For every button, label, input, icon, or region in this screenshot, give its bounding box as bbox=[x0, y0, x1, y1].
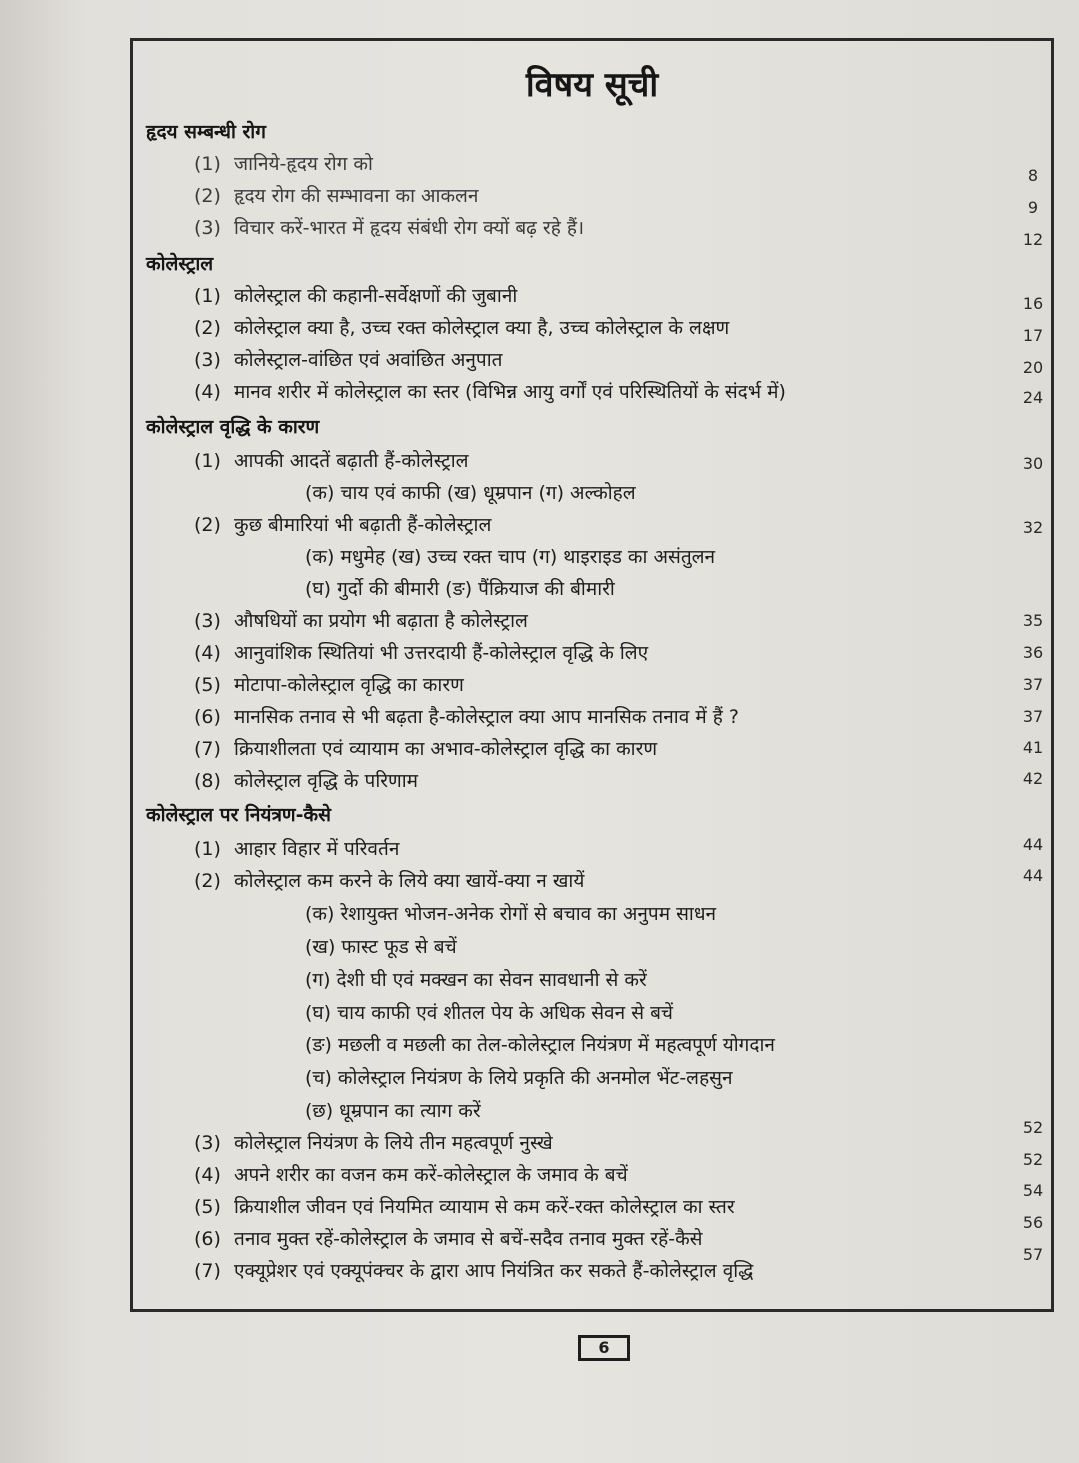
entry-page: 32 bbox=[1022, 518, 1044, 537]
entry-text: तनाव मुक्त रहें-कोलेस्ट्राल के जमाव से बचें-सदैव तनाव मुक्त रहें-कैसे bbox=[234, 1228, 703, 1250]
entry-page: 36 bbox=[1022, 643, 1044, 662]
entry-page: 56 bbox=[1022, 1213, 1044, 1232]
entry-text: मानसिक तनाव से भी बढ़ता है-कोलेस्ट्राल क्या आप मानसिक तनाव में हैं ? bbox=[234, 706, 739, 728]
entry-page: 16 bbox=[1022, 294, 1044, 313]
toc-entry bbox=[194, 346, 502, 372]
entry-text: क्रियाशील जीवन एवं नियमित व्यायाम से कम करें-रक्त कोलेस्ट्राल का स्तर bbox=[234, 1196, 735, 1218]
entry-number: (5) bbox=[194, 1196, 221, 1218]
entry-number: (3) bbox=[194, 349, 221, 371]
toc-entry bbox=[194, 735, 657, 761]
entry-page: 52 bbox=[1022, 1150, 1044, 1169]
entry-text: मानव शरीर में कोलेस्ट्राल का स्तर (विभिन्न आयु वर्गों एवं परिस्थितियों के संदर्भ में) bbox=[234, 381, 786, 403]
entry-number: (2) bbox=[194, 185, 221, 207]
toc-subentry: (घ) चाय काफी एवं शीतल पेय के अधिक सेवन से बचें bbox=[305, 1002, 673, 1024]
toc-entry bbox=[194, 1193, 735, 1219]
entry-text: जानिये-हृदय रोग को bbox=[234, 153, 373, 175]
entry-text: क्रियाशीलता एवं व्यायाम का अभाव-कोलेस्ट्राल वृद्धि का कारण bbox=[234, 738, 658, 760]
entry-page: 8 bbox=[1027, 166, 1039, 185]
toc-entry bbox=[194, 378, 786, 404]
toc-entry bbox=[194, 1257, 753, 1283]
page-number: 6 bbox=[578, 1335, 630, 1361]
entry-number: (1) bbox=[194, 838, 221, 860]
toc-subentry: (क) मधुमेह (ख) उच्च रक्त चाप (ग) थाइराइड का असंतुलन bbox=[305, 546, 716, 568]
entry-text: आपकी आदतें बढ़ाती हैं-कोलेस्ट्राल bbox=[234, 450, 469, 472]
entry-page: 9 bbox=[1027, 198, 1039, 217]
entry-text: विचार करें-भारत में हृदय संबंधी रोग क्यों बढ़ रहे हैं। bbox=[234, 217, 585, 239]
entry-number: (1) bbox=[194, 153, 221, 175]
entry-text: कोलेस्ट्राल नियंत्रण के लिये तीन महत्वपूर्ण नुस्खे bbox=[234, 1132, 553, 1154]
entry-number: (2) bbox=[194, 870, 221, 892]
toc-subentry: (ख) फास्ट फूड से बचें bbox=[305, 936, 457, 958]
entry-page: 12 bbox=[1022, 230, 1044, 249]
entry-page: 57 bbox=[1022, 1245, 1044, 1264]
entry-number: (2) bbox=[194, 514, 221, 536]
entry-page: 42 bbox=[1022, 769, 1044, 788]
toc-entry bbox=[194, 767, 418, 793]
toc-entry bbox=[194, 607, 528, 633]
entry-number: (4) bbox=[194, 642, 221, 664]
toc-subentry: (ग) देशी घी एवं मक्खन का सेवन सावधानी से करें bbox=[305, 969, 647, 991]
entry-text: कोलेस्ट्राल कम करने के लिये क्या खायें-क्या न खायें bbox=[234, 870, 585, 892]
entry-number: (6) bbox=[194, 1228, 221, 1250]
entry-number: (3) bbox=[194, 217, 221, 239]
entry-page: 52 bbox=[1022, 1118, 1044, 1137]
toc-entry bbox=[194, 1225, 703, 1251]
entry-number: (3) bbox=[194, 1132, 221, 1154]
toc-entry bbox=[194, 282, 517, 308]
entry-text: कोलेस्ट्राल-वांछित एवं अवांछित अनुपात bbox=[234, 349, 503, 371]
toc-entry bbox=[194, 182, 478, 208]
entry-number: (8) bbox=[194, 770, 221, 792]
toc-entry bbox=[194, 703, 739, 729]
toc-entry bbox=[194, 639, 648, 665]
entry-number: (7) bbox=[194, 1260, 221, 1282]
entry-number: (7) bbox=[194, 738, 221, 760]
entry-number: (1) bbox=[194, 285, 221, 307]
entry-number: (5) bbox=[194, 674, 221, 696]
toc-subentry: (छ) धूम्रपान का त्याग करें bbox=[305, 1100, 481, 1122]
entry-number: (4) bbox=[194, 1164, 221, 1186]
entry-text: कोलेस्ट्राल क्या है, उच्च रक्त कोलेस्ट्राल क्या है, उच्च कोलेस्ट्राल के लक्षण bbox=[234, 317, 730, 339]
entry-page: 54 bbox=[1022, 1181, 1044, 1200]
entry-number: (1) bbox=[194, 450, 221, 472]
toc-entry bbox=[194, 150, 373, 176]
entry-text: आहार विहार में परिवर्तन bbox=[234, 838, 400, 860]
toc-entry bbox=[194, 511, 491, 537]
entry-text: औषधियों का प्रयोग भी बढ़ाता है कोलेस्ट्राल bbox=[234, 610, 528, 632]
section-heading: कोलेस्ट्राल वृद्धि के कारण bbox=[146, 416, 320, 438]
entry-page: 30 bbox=[1022, 454, 1044, 473]
toc-subentry: (ङ) मछली व मछली का तेल-कोलेस्ट्राल नियंत्रण में महत्वपूर्ण योगदान bbox=[305, 1034, 775, 1056]
entry-text: आनुवांशिक स्थितियां भी उत्तरदायी हैं-कोलेस्ट्राल वृद्धि के लिए bbox=[234, 642, 649, 664]
entry-text: अपने शरीर का वजन कम करें-कोलेस्ट्राल के जमाव के बचें bbox=[234, 1164, 628, 1186]
entry-page: 37 bbox=[1022, 675, 1044, 694]
toc-entry bbox=[194, 1161, 628, 1187]
entry-text: हृदय रोग की सम्भावना का आकलन bbox=[234, 185, 479, 207]
toc-entry bbox=[194, 671, 464, 697]
entry-text: एक्यूप्रेशर एवं एक्यूपंक्चर के द्वारा आप नियंत्रित कर सकते हैं-कोलेस्ट्राल वृद्धि bbox=[234, 1260, 754, 1282]
entry-page: 44 bbox=[1022, 835, 1044, 854]
toc-entry bbox=[194, 214, 584, 240]
entry-number: (4) bbox=[194, 381, 221, 403]
toc-entry bbox=[194, 867, 584, 893]
toc-subentry: (घ) गुर्दो की बीमारी (ङ) पैंक्रियाज की बीमारी bbox=[305, 578, 615, 600]
entry-number: (2) bbox=[194, 317, 221, 339]
section-heading: कोलेस्ट्राल पर नियंत्रण-कैसे bbox=[146, 804, 331, 826]
toc-entry bbox=[194, 1129, 553, 1155]
entry-page: 20 bbox=[1022, 358, 1044, 377]
entry-text: कोलेस्ट्राल की कहानी-सर्वेक्षणों की जुबानी bbox=[234, 285, 518, 307]
entry-number: (3) bbox=[194, 610, 221, 632]
toc-entry bbox=[194, 447, 469, 473]
entry-page: 35 bbox=[1022, 611, 1044, 630]
entry-page: 44 bbox=[1022, 866, 1044, 885]
toc-subentry: (क) चाय एवं काफी (ख) धूम्रपान (ग) अल्कोहल bbox=[305, 482, 636, 504]
page-title: विषय सूची bbox=[525, 65, 659, 105]
section-heading: कोलेस्ट्राल bbox=[146, 253, 214, 275]
toc-subentry: (च) कोलेस्ट्राल नियंत्रण के लिये प्रकृति की अनमोल भेंट-लहसुन bbox=[305, 1067, 733, 1089]
entry-page: 37 bbox=[1022, 707, 1044, 726]
entry-page: 17 bbox=[1022, 326, 1044, 345]
entry-page: 41 bbox=[1022, 738, 1044, 757]
section-heading: हृदय सम्बन्धी रोग bbox=[146, 121, 266, 143]
entry-number: (6) bbox=[194, 706, 221, 728]
entry-page: 24 bbox=[1022, 388, 1044, 407]
toc-subentry: (क) रेशायुक्त भोजन-अनेक रोगों से बचाव का अनुपम साधन bbox=[305, 903, 717, 925]
entry-text: मोटापा-कोलेस्ट्राल वृद्धि का कारण bbox=[234, 674, 464, 696]
toc-entry bbox=[194, 835, 399, 861]
toc-entry bbox=[194, 314, 729, 340]
entry-text: कुछ बीमारियां भी बढ़ाती हैं-कोलेस्ट्राल bbox=[234, 514, 492, 536]
entry-text: कोलेस्ट्राल वृद्धि के परिणाम bbox=[234, 770, 419, 792]
